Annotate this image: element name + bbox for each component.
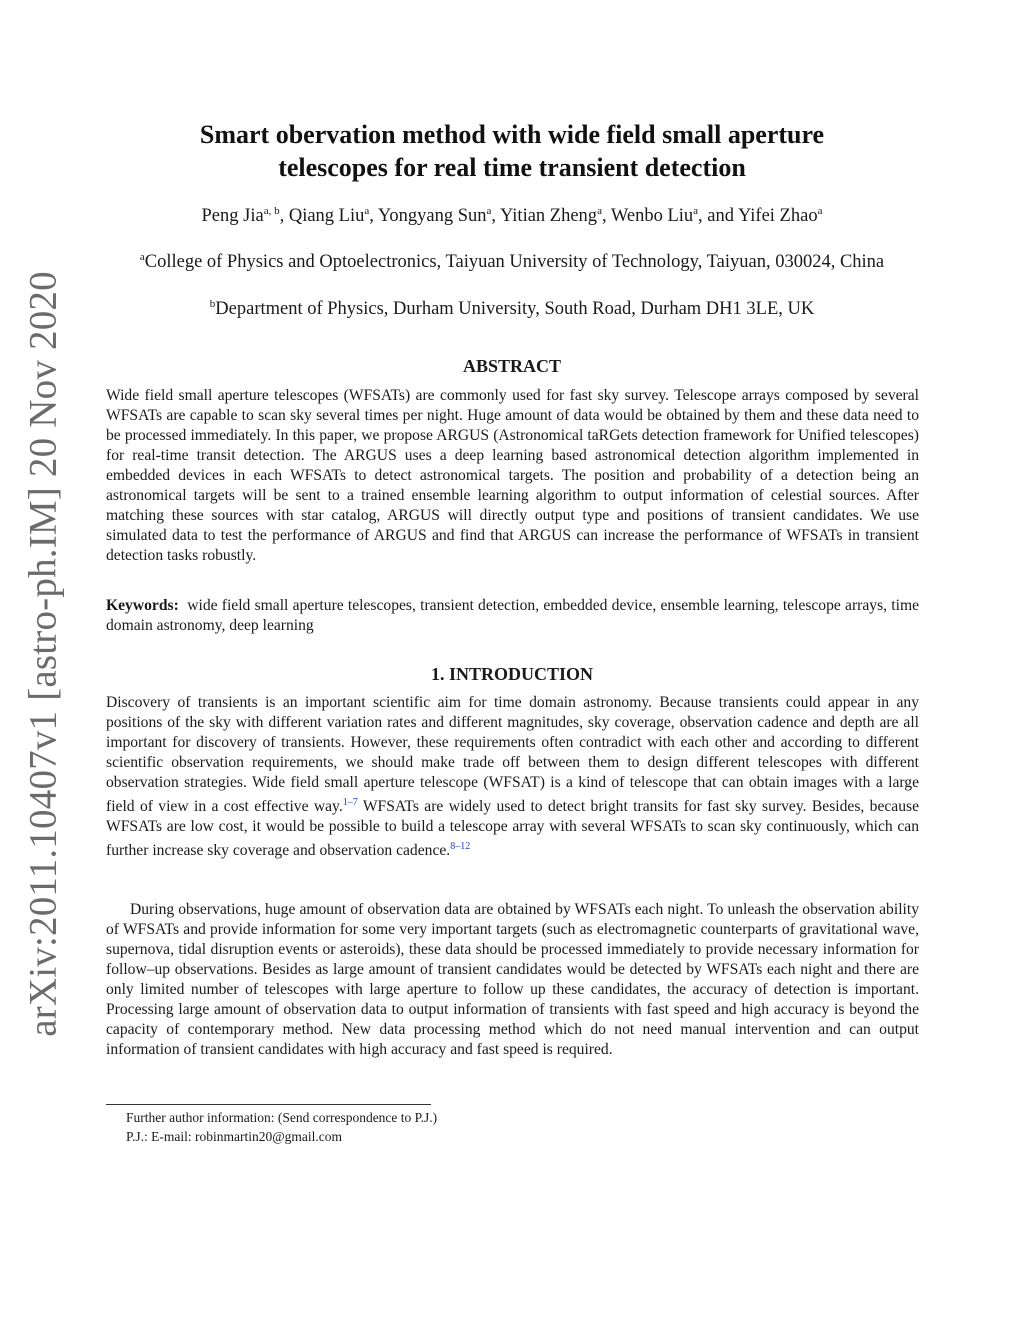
affiliation-mark: b	[209, 298, 216, 310]
author-separator: , and	[698, 206, 738, 227]
affiliation-b	[106, 293, 918, 321]
affiliation-text: College of Physics and Optoelectronics, Taiyuan University of Technology, Taiyuan, 030024, China	[144, 252, 885, 273]
affiliation-mark: a	[139, 251, 145, 263]
author-affil-mark: a	[364, 205, 370, 217]
author-affil-mark: a	[486, 205, 492, 217]
keywords	[106, 596, 919, 636]
intro-text: WFSATs are widely used to detect bright transits for fast sky survey. Besides, because WFSATs are low cost, it would be possible to build a telescope array with several WFSATs to scan sky continuously, which can further increase sky coverage and observation cadence.	[106, 798, 920, 859]
author-name: Yitian Zheng	[499, 206, 598, 227]
author-affil-mark: a, b	[263, 205, 280, 217]
affiliation-a	[106, 246, 918, 274]
author-affil-mark: a	[597, 205, 602, 217]
intro-paragraph-2: During observations, huge amount of observation data are obtained by WFSATs each night. To unleash the observation ability of WFSATs and provide information for some very important targets (such as electromagnetic counterparts of gravitational wave, supernova, tidal disruption events or asteroids), these data should be processed immediately to provide necessary information for follow–up observations. Besides as large amount of transient candidates would be detected by WFSATs each night and there are only limited number of telescopes with large aperture to follow up these candidates, the accuracy of detection is important. Processing large amount of observation data to output information of transients with fast speed and high accuracy is beyond the capacity of contemporary method. New data processing method which do not need manual intervention and can output information of transient candidates with high accuracy and fast speed is required.	[106, 901, 919, 1058]
author-name: Yifei Zhao	[737, 206, 818, 227]
footnote-author-info: Further author information: (Send correspondence to P.J.)	[126, 1110, 438, 1125]
citation-link[interactable]: 1–7	[342, 797, 358, 808]
author-list	[106, 205, 918, 227]
footnote-divider	[106, 1104, 431, 1105]
author-separator: ,	[491, 206, 500, 227]
title-line-1: Smart obervation method with wide field small aperture	[199, 120, 825, 149]
introduction-heading: 1. INTRODUCTION	[430, 664, 594, 684]
paper-title	[120, 118, 904, 184]
abstract-body: Wide field small aperture telescopes (WFSATs) are commonly used for fast sky survey. Telescope arrays composed by several WFSATs are capable to scan sky several times per night. Huge amount of data would be obtained by them and these data need to be processed immediately. In this paper, we propose ARGUS (Astronomical taRGets detection framework for Unified telescopes) for real-time transit detection. The ARGUS uses a deep learning based astronomical detection algorithm implemented in embedded devices in each WFSATs to detect astronomical targets. The position and probability of a detection being an astronomical targets will be sent to a trained ensemble learning algorithm to output information of celestial sources. After matching these sources with star catalog, ARGUS will directly output type and positions of transient candidates. We use simulated data to test the performance of ARGUS and find that ARGUS can increase the performance of WFSATs in transient detection tasks robustly.	[106, 387, 919, 564]
author-affil-mark: a	[817, 205, 823, 217]
author-separator: ,	[601, 206, 611, 227]
author-separator: ,	[369, 206, 378, 227]
arxiv-identifier: arXiv:2011.10407v1 [astro-ph.IM] 20 Nov 2020	[21, 271, 65, 1037]
intro-paragraph-1	[106, 693, 919, 861]
author-name: Yongyang Sun	[377, 206, 487, 227]
affiliation-text: Department of Physics, Durham University, South Road, Durham DH1 3LE, UK	[215, 299, 815, 320]
author-name: Wenbo Liu	[610, 206, 694, 227]
author-separator: ,	[279, 206, 289, 227]
arxiv-sidebar	[12, 271, 74, 1037]
author-affil-mark: a	[693, 205, 699, 217]
abstract-heading: ABSTRACT	[462, 356, 562, 376]
keywords-label: Keywords:	[106, 597, 179, 614]
author-name: Peng Jia	[201, 206, 264, 227]
author-name: Qiang Liu	[288, 206, 365, 227]
intro-text: Discovery of transients is an important scientific aim for time domain astronomy. Because transients could appear in any positions of the sky with different variation rates and different magnitudes, sky coverage, observation cadence and depth are all important for discovery of transients. However, these requirements often contradict with each other and according to different scientific observation requirements, we should make trade off between them to design different telescopes with different observation strategies. Wide field small aperture telescope (WFSAT) is a kind of telescope that can obtain images with a large field of view in a cost effective way.	[106, 694, 919, 815]
keywords-text: wide field small aperture telescopes, transient detection, embedded device, ensemble learning, telescope arrays, time domain astronomy, deep learning	[106, 597, 919, 634]
footnote-email: P.J.: E-mail: robinmartin20@gmail.com	[126, 1129, 343, 1144]
citation-link[interactable]: 8–12	[450, 841, 471, 852]
title-line-2: telescopes for real time transient detection	[278, 153, 746, 182]
